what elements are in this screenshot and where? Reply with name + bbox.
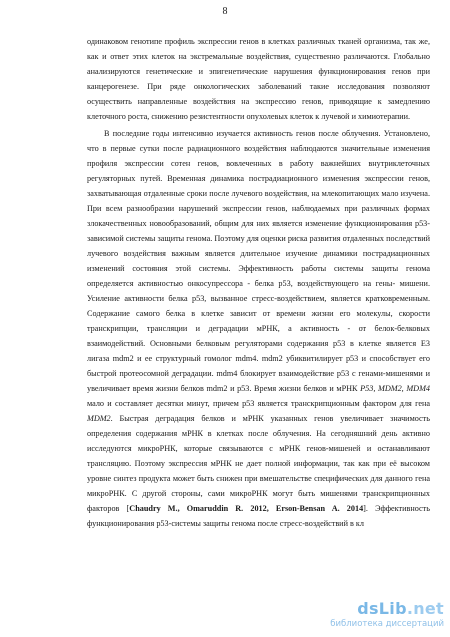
dslib-logo-tld: .net: [406, 599, 444, 618]
paragraph-2-text-d: ]. Эффективность функционирования р53-системы защиты генома после стресс-воздействий в кл: [87, 504, 430, 528]
gene-names-p53-mdm2-mdm4: P53, MDM2, MDM4: [360, 384, 430, 393]
paragraph-2-text-c: . Быстрая деградация белков и мРНК указанных генов увеличивает значимость определения содержания мРНК в клетках после облучения. На сегодняшний день активно исследуются микроРНК, которые связываются с мРНК генов-мишеней и останавливают трансляцию. Поэтому экспрессия мРНК не дает полной информации, так как при её высоком уровне синтез продукта может быть снижен при вмешательстве специфических для данного гена микроРНК. С другой стороны, сами микроРНК могут быть мишенями транскрипционных факторов [: [87, 414, 430, 513]
page-number: 8: [222, 6, 228, 17]
dslib-watermark: [294, 599, 444, 633]
dslib-logo-main: dsLib: [357, 599, 407, 618]
paragraph-2-text-a: В последние годы интенсивно изучается активность генов после облучения. Установлено, что в первые сутки после радиационного воздействия наблюдаются значительные изменения профиля экспрессии сотен генов, вовлеченных в работу важнейших внутриклеточных регуляторных путей. Временная динамика пострадиационного изменения экспрессии генов, захватывающая отдаленные сроки после лучевого воздействия, на млекопитающих мало изучена. При всем разнообразии нарушений экспрессии генов, наблюдаемых при различных формах злокачественных новообразований, общим для них является изменение функционирования р53- зависимой системы защиты генома. Поэтому для оценки риска развития отдаленных последствий лучевого воздействия важным является длительное изучение динамики пострадиационных изменений состояния этой системы. Эффективность работы системы защиты генома определяется активностью онкосупрессора - белка р53, воздействующего на гены- мишени. Усиление активности белка р53, вызванное стресс-воздействием, является кратковременным. Содержание самого белка в клетке зависит от времени жизни его молекулы, скорости транскрипции, трансляции и деградации мРНК, а активность - от белок-белковых взаимодействий. Основными белковым регуляторами содержания р53 в клетке является Е3 лигаза mdm2 и ее структурный гомолог mdm4. mdm2 убиквитилирует р53 и способствует его быстрой протеосомной деградации. mdm4 блокирует взаимодействие р53 с генами-мишенями и увеличивает время жизни белков mdm2 и р53. Время жизни белков и мРНК: [87, 129, 430, 393]
dslib-subtitle: библиотека диссертаций: [330, 619, 444, 629]
paragraph-2-text-b: мало и составляет десятки минут, причем р53 является транскрипционным фактором для гена: [87, 399, 430, 408]
paragraph-2: [87, 126, 430, 531]
citation-reference: Chaudry M., Omaruddin R. 2012, Erson-Bensan A. 2014: [129, 504, 364, 513]
gene-name-mdm2: MDM2: [87, 414, 111, 423]
document-body: [87, 34, 430, 531]
paragraph-1: одинаковом генотипе профиль экспрессии генов в клетках различных тканей организма, так же, как и ответ этих клеток на экстремальные воздействия, существенно различаются. Глобально анализируются генетические и эпигенетические нарушения функционирования генов при канцерогенезе. При ряде онкологических заболеваний такие исследования позволяют осуществить направленные воздействия на экспрессию генов, приводящие к замедлению клеточного роста, снижению резистентности опухолевых клеток к лучевой и химиотерапии.: [87, 37, 430, 121]
dslib-logo: [357, 599, 444, 618]
